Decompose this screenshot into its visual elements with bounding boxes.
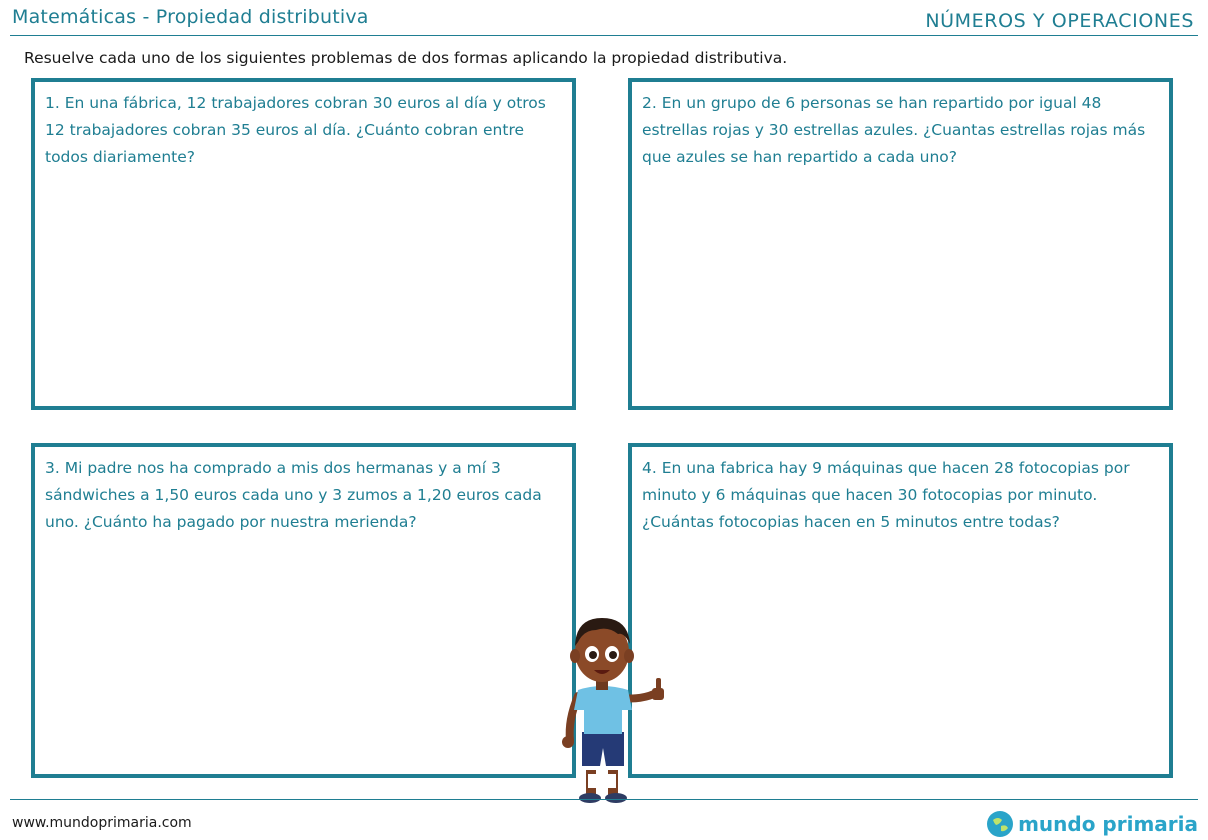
header-divider: [10, 35, 1198, 36]
logo-text: mundo primaria: [1018, 812, 1198, 836]
instructions: Resuelve cada uno de los siguientes problemas de dos formas aplicando la propiedad distributiva.: [24, 49, 788, 67]
problem-box-1[interactable]: [31, 78, 576, 410]
problem-box-2[interactable]: [628, 78, 1173, 410]
footer-url[interactable]: www.mundoprimaria.com: [12, 815, 192, 831]
problem-text-4: 4. En una fabrica hay 9 máquinas que hacen 28 fotocopias por minuto y 6 máquinas que hacen 30 fotocopias por minuto. ¿Cuántas fotocopias hacen en 5 minutos entre todas?: [642, 459, 1130, 531]
problem-box-4[interactable]: [628, 443, 1173, 778]
globe-icon: [986, 810, 1014, 838]
page-title: Matemáticas - Propiedad distributiva: [12, 6, 369, 28]
problem-box-3[interactable]: [31, 443, 576, 778]
boy-illustration: [548, 610, 678, 805]
section-title: NÚMEROS Y OPERACIONES: [925, 10, 1194, 32]
brand-logo[interactable]: [986, 810, 1198, 838]
footer-divider: [10, 799, 1198, 800]
problem-text-3: 3. Mi padre nos ha comprado a mis dos hermanas y a mí 3 sándwiches a 1,50 euros cada uno y 3 zumos a 1,20 euros cada uno. ¿Cuánto ha pagado por nuestra merienda?: [45, 459, 542, 531]
problem-text-1: 1. En una fábrica, 12 trabajadores cobran 30 euros al día y otros 12 trabajadores cobran 35 euros al día. ¿Cuánto cobran entre todos diariamente?: [45, 94, 546, 166]
problem-text-2: 2. En un grupo de 6 personas se han repartido por igual 48 estrellas rojas y 30 estrellas azules. ¿Cuantas estrellas rojas más que azules se han repartido a cada uno?: [642, 94, 1146, 166]
